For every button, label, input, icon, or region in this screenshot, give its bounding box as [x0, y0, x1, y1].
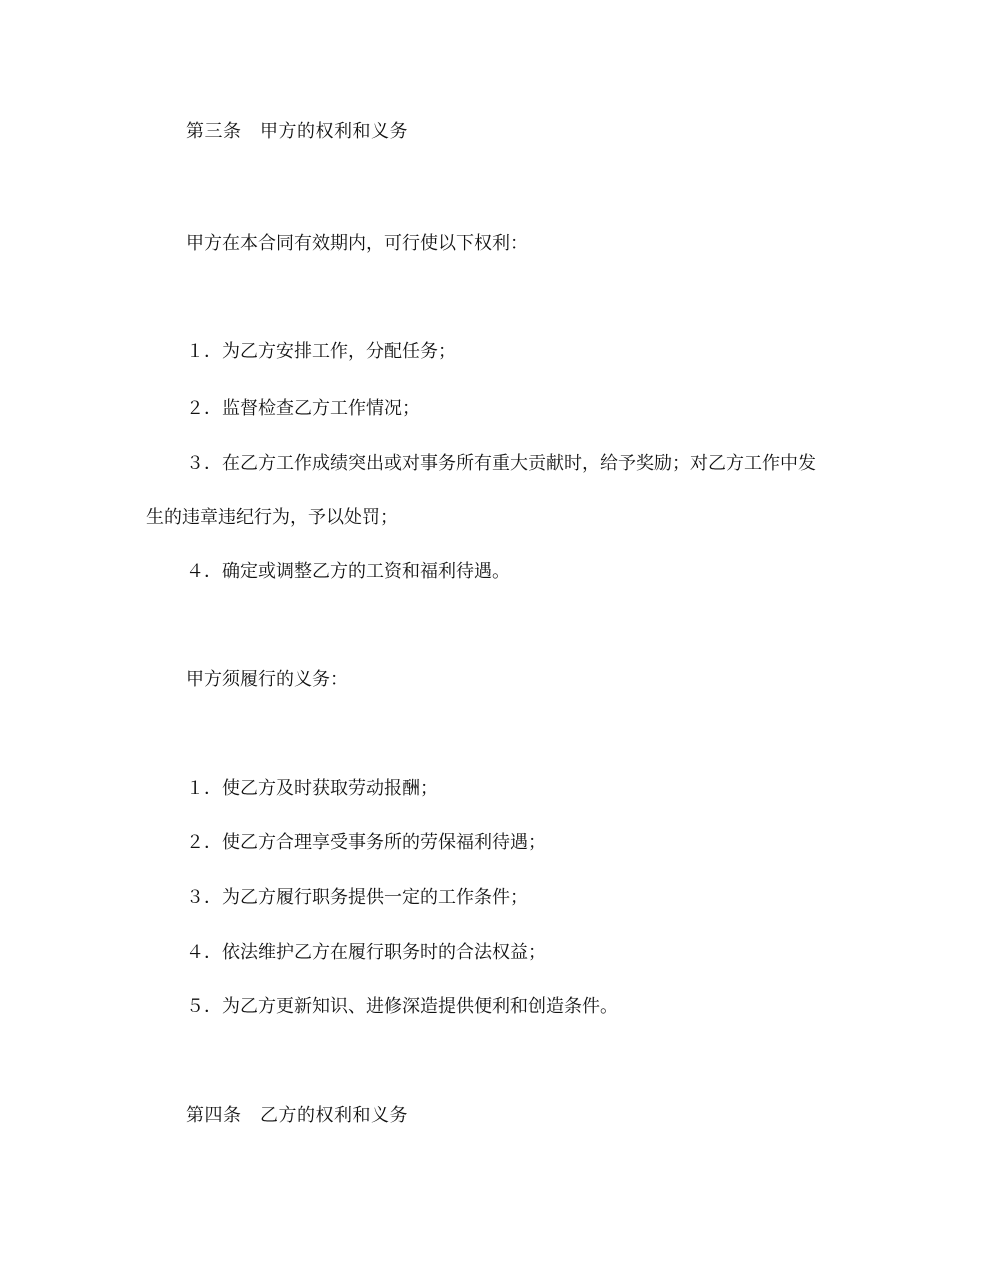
duties-intro: 甲方须履行的义务： [186, 669, 348, 690]
rights-intro: 甲方在本合同有效期内，可行使以下权利： [186, 233, 528, 254]
duties-item-4: ４．依法维护乙方在履行职务时的合法权益； [186, 942, 546, 963]
rights-item-2: ２．监督检查乙方工作情况； [186, 398, 420, 419]
article-4-heading: 第四条 乙方的权利和义务 [186, 1105, 408, 1126]
rights-item-1: １．为乙方安排工作，分配任务； [186, 341, 456, 362]
duties-item-3: ３．为乙方履行职务提供一定的工作条件； [186, 887, 528, 908]
rights-item-3: ３．在乙方工作成绩突出或对事务所有重大贡献时，给予奖励；对乙方工作中发 [186, 453, 816, 474]
duties-item-1: １．使乙方及时获取劳动报酬； [186, 778, 438, 799]
article-3-heading: 第三条 甲方的权利和义务 [186, 121, 408, 142]
duties-item-5: ５．为乙方更新知识、进修深造提供便利和创造条件。 [186, 996, 618, 1017]
rights-item-4: ４．确定或调整乙方的工资和福利待遇。 [186, 561, 510, 582]
rights-item-3-continued: 生的违章违纪行为，予以处罚； [146, 507, 398, 528]
duties-item-2: ２．使乙方合理享受事务所的劳保福利待遇； [186, 832, 546, 853]
